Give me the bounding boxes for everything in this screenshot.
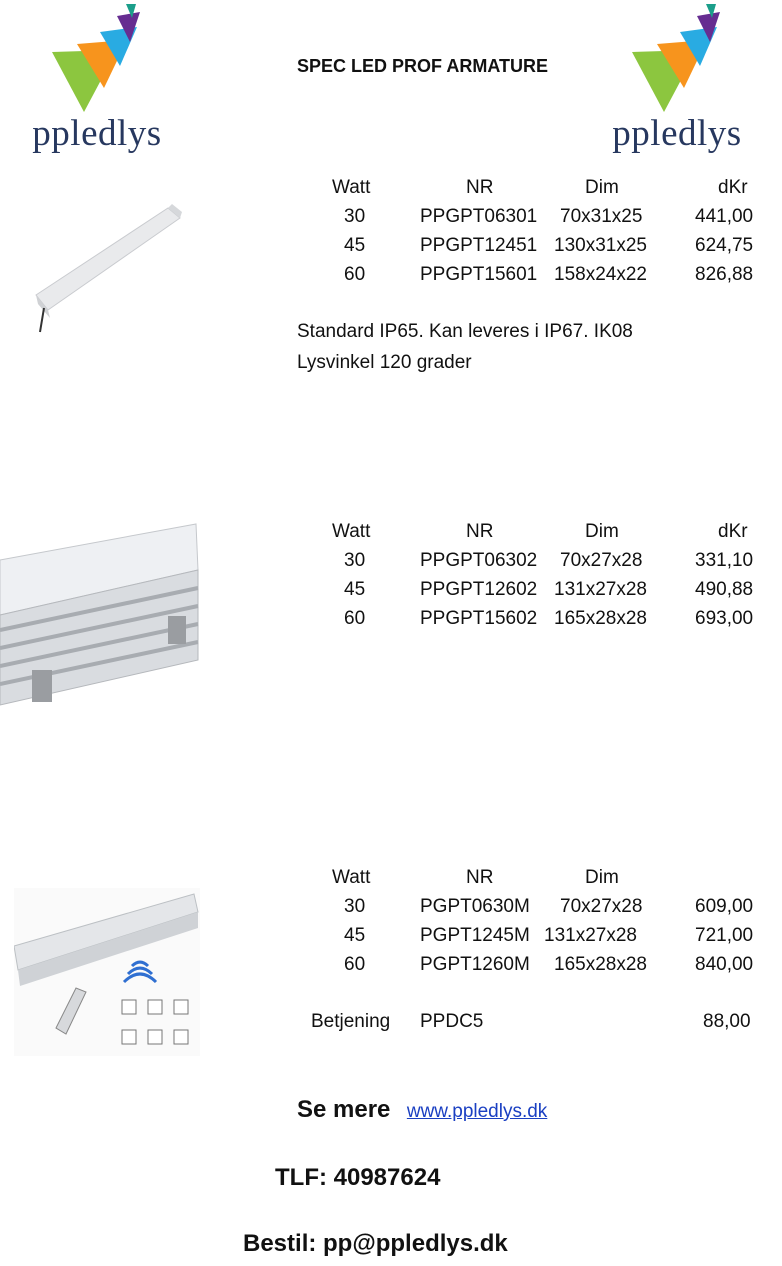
cell-dim: 165x28x28 bbox=[554, 608, 647, 629]
order-email: Bestil: pp@ppledlys.dk bbox=[243, 1230, 508, 1257]
note-line: Standard IP65. Kan leveres i IP67. IK08 bbox=[297, 321, 633, 342]
table-row bbox=[0, 261, 782, 289]
cell-nr: PGPT0630M bbox=[420, 896, 530, 917]
header-nr: NR bbox=[466, 177, 494, 198]
header-watt: Watt bbox=[332, 867, 371, 888]
cell-watt: 60 bbox=[344, 264, 366, 285]
header-watt: Watt bbox=[332, 177, 371, 198]
table-row bbox=[0, 232, 782, 260]
header-dim: Dim bbox=[585, 177, 619, 198]
cell-price: 693,00 bbox=[695, 608, 754, 629]
cell-price: 490,88 bbox=[695, 579, 754, 600]
cell-watt: 30 bbox=[344, 206, 366, 227]
header-nr: NR bbox=[466, 867, 494, 888]
table-row-remote bbox=[0, 1008, 782, 1036]
cell-dim: 158x24x22 bbox=[554, 264, 647, 285]
cell-nr: PPGPT12602 bbox=[420, 579, 538, 600]
cell-dim: 165x28x28 bbox=[554, 954, 647, 975]
header-nr: NR bbox=[466, 521, 494, 542]
table-header-row bbox=[0, 174, 782, 202]
header-watt: Watt bbox=[332, 521, 371, 542]
cell-price: 826,88 bbox=[695, 264, 754, 285]
cell-dim: 131x27x28 bbox=[554, 579, 647, 600]
header-dim: Dim bbox=[585, 521, 619, 542]
cell-price: 88,00 bbox=[703, 1011, 751, 1032]
brand-logo-right bbox=[602, 2, 752, 162]
see-more-label: Se mere bbox=[297, 1096, 391, 1123]
phone-number: TLF: 40987624 bbox=[275, 1164, 441, 1191]
cell-watt: 45 bbox=[344, 925, 366, 946]
brand-wordmark: ppledlys bbox=[32, 113, 162, 154]
cell-price: 441,00 bbox=[695, 206, 754, 227]
note-line: Lysvinkel 120 grader bbox=[297, 352, 472, 373]
cell-label: Betjening bbox=[311, 1011, 391, 1032]
cell-watt: 45 bbox=[344, 235, 366, 256]
table-header-row bbox=[0, 518, 782, 546]
cell-price: 331,10 bbox=[695, 550, 754, 571]
table-row bbox=[0, 576, 782, 604]
table-row bbox=[0, 893, 782, 921]
cell-nr: PPDC5 bbox=[420, 1011, 484, 1032]
product1-notes bbox=[297, 316, 633, 378]
cell-watt: 60 bbox=[344, 954, 366, 975]
cell-dim: 131x27x28 bbox=[544, 925, 637, 946]
arrow-logo-icon bbox=[602, 2, 752, 117]
header-price: dKr bbox=[718, 521, 748, 542]
cell-dim: 70x27x28 bbox=[560, 896, 643, 917]
cell-price: 721,00 bbox=[695, 925, 754, 946]
cell-nr: PPGPT15602 bbox=[420, 608, 538, 629]
cell-nr: PPGPT06301 bbox=[420, 206, 538, 227]
brand-logo-left bbox=[22, 2, 172, 162]
cell-nr: PPGPT15601 bbox=[420, 264, 538, 285]
header-dim: Dim bbox=[585, 867, 619, 888]
see-more bbox=[297, 1096, 547, 1124]
page-title: SPEC LED PROF ARMATURE bbox=[297, 56, 549, 76]
cell-watt: 60 bbox=[344, 608, 366, 629]
cell-watt: 30 bbox=[344, 896, 366, 917]
cell-dim: 70x31x25 bbox=[560, 206, 643, 227]
cell-nr: PGPT1260M bbox=[420, 954, 530, 975]
cell-dim: 70x27x28 bbox=[560, 550, 643, 571]
brand-wordmark: ppledlys bbox=[612, 113, 742, 154]
table-row bbox=[0, 922, 782, 950]
cell-price: 840,00 bbox=[695, 954, 754, 975]
cell-nr: PPGPT12451 bbox=[420, 235, 538, 256]
website-link[interactable]: www.ppledlys.dk bbox=[406, 1101, 548, 1122]
table-row bbox=[0, 203, 782, 231]
arrow-logo-icon bbox=[22, 2, 172, 117]
table-row bbox=[0, 605, 782, 633]
header-price: dKr bbox=[718, 177, 748, 198]
cell-nr: PGPT1245M bbox=[420, 925, 530, 946]
cell-dim: 130x31x25 bbox=[554, 235, 647, 256]
cell-price: 609,00 bbox=[695, 896, 754, 917]
cell-watt: 45 bbox=[344, 579, 366, 600]
table-header-row bbox=[0, 864, 782, 892]
cell-watt: 30 bbox=[344, 550, 366, 571]
cell-nr: PPGPT06302 bbox=[420, 550, 538, 571]
table-row bbox=[0, 951, 782, 979]
cell-price: 624,75 bbox=[695, 235, 754, 256]
table-row bbox=[0, 547, 782, 575]
